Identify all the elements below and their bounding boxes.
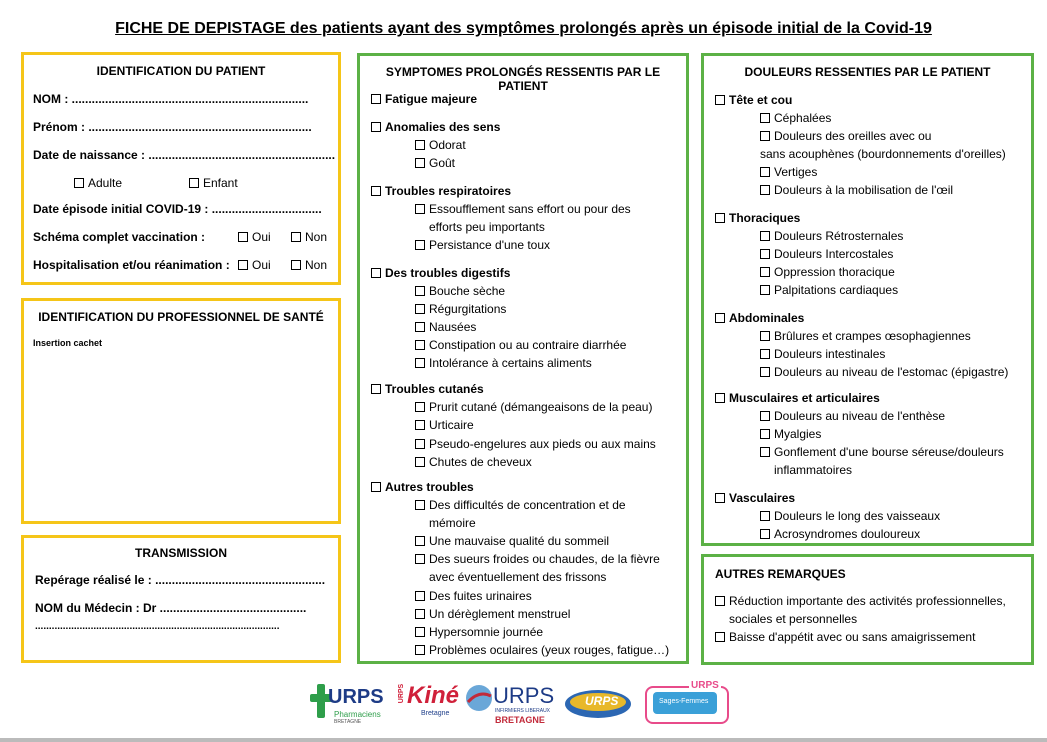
checkbox[interactable] xyxy=(760,349,770,359)
checkbox[interactable] xyxy=(371,186,381,196)
abdominales-item[interactable]: Abdominales xyxy=(715,311,804,325)
checkbox[interactable] xyxy=(715,313,725,323)
checkbox[interactable] xyxy=(415,554,425,564)
checkbox[interactable] xyxy=(715,95,725,105)
digestifs-item[interactable]: Des troubles digestifs xyxy=(371,266,510,280)
bottom-border xyxy=(0,738,1047,742)
checkbox[interactable] xyxy=(760,367,770,377)
checkbox[interactable] xyxy=(715,493,725,503)
logos-bar xyxy=(305,678,735,726)
oeil-item[interactable]: Douleurs à la mobilisation de l'œil xyxy=(760,183,953,197)
reduction-item[interactable]: Réduction importante des activités professionnelles, xyxy=(715,594,1006,608)
hospitalisation-label: Hospitalisation et/ou réanimation : xyxy=(33,258,230,272)
intestinales-item[interactable]: Douleurs intestinales xyxy=(760,347,885,361)
professionnel-box xyxy=(21,298,341,524)
checkbox[interactable] xyxy=(415,609,425,619)
checkbox[interactable] xyxy=(715,632,725,642)
hospitalisation-non-checkbox[interactable] xyxy=(291,260,301,270)
oreilles-item[interactable]: Douleurs des oreilles avec ou xyxy=(760,129,931,143)
urps-pharmaciens-logo: URPS Pharmaciens BRETAGNE xyxy=(310,680,390,724)
vaccination-non-checkbox[interactable] xyxy=(291,232,301,242)
myalgies-item[interactable]: Myalgies xyxy=(760,427,821,441)
checkbox[interactable] xyxy=(415,457,425,467)
checkbox[interactable] xyxy=(415,439,425,449)
urticaire-item[interactable]: Urticaire xyxy=(415,418,474,432)
tete-item[interactable]: Tête et cou xyxy=(715,93,792,107)
checkbox[interactable] xyxy=(371,384,381,394)
essoufflement-item-cont: efforts peu importants xyxy=(429,220,545,234)
respiratoires-item[interactable]: Troubles respiratoires xyxy=(371,184,511,198)
fatigue-item[interactable]: Fatigue majeure xyxy=(371,92,477,106)
checkbox[interactable] xyxy=(415,340,425,350)
prenom-field[interactable]: Prénom : ................................................................... xyxy=(33,120,312,134)
urinaires-item[interactable]: Des fuites urinaires xyxy=(415,589,532,603)
checkbox[interactable] xyxy=(415,645,425,655)
checkbox[interactable] xyxy=(760,429,770,439)
vasculaires-item[interactable]: Vasculaires xyxy=(715,491,795,505)
urps-infirmiers-logo: URPS INFIRMIERS LIBERAUX BRETAGNE xyxy=(465,680,560,726)
checkbox[interactable] xyxy=(415,322,425,332)
intercostales-item[interactable]: Douleurs Intercostales xyxy=(760,247,893,261)
enfant-checkbox[interactable] xyxy=(189,178,199,188)
douleurs-box xyxy=(701,53,1034,546)
urps-sages-femmes-logo: URPS Sages-Femmes xyxy=(645,680,733,724)
gonflement-item-cont: inflammatoires xyxy=(774,463,853,477)
remarques-header: AUTRES REMARQUES xyxy=(715,567,846,581)
musculaires-item[interactable]: Musculaires et articulaires xyxy=(715,391,880,405)
checkbox[interactable] xyxy=(760,231,770,241)
vaisseaux-item[interactable]: Douleurs le long des vaisseaux xyxy=(760,509,940,523)
odorat-item[interactable]: Odorat xyxy=(415,138,466,152)
checkbox[interactable] xyxy=(415,402,425,412)
estomac-item[interactable]: Douleurs au niveau de l'estomac (épigastre) xyxy=(760,365,1008,379)
sommeil-item[interactable]: Une mauvaise qualité du sommeil xyxy=(415,534,609,548)
cutanes-item[interactable]: Troubles cutanés xyxy=(371,382,484,396)
checkbox[interactable] xyxy=(760,529,770,539)
checkbox[interactable] xyxy=(760,331,770,341)
vaccination-label: Schéma complet vaccination : xyxy=(33,230,206,244)
oreilles-item-cont: sans acouphènes (bourdonnements d'oreilles) xyxy=(760,147,1006,161)
urps-orthophonistes-logo: URPS xyxy=(563,682,633,722)
professionnel-header: IDENTIFICATION DU PROFESSIONNEL DE SANTÉ xyxy=(38,310,324,324)
checkbox[interactable] xyxy=(760,185,770,195)
patient-header: IDENTIFICATION DU PATIENT xyxy=(96,64,266,78)
checkbox[interactable] xyxy=(415,286,425,296)
cachet-label: Insertion cachet xyxy=(33,338,103,348)
hospitalisation-oui-checkbox[interactable] xyxy=(238,260,248,270)
checkbox[interactable] xyxy=(371,268,381,278)
appetit-item[interactable]: Baisse d'appétit avec ou sans amaigrissement xyxy=(715,630,975,644)
toux-item[interactable]: Persistance d'une toux xyxy=(415,238,550,252)
hospitalisation-oui[interactable]: Oui xyxy=(238,258,271,272)
checkbox[interactable] xyxy=(760,285,770,295)
checkbox[interactable] xyxy=(760,113,770,123)
checkbox[interactable] xyxy=(760,411,770,421)
checkbox[interactable] xyxy=(760,267,770,277)
concentration-item-cont: mémoire xyxy=(429,516,476,530)
checkbox[interactable] xyxy=(715,596,725,606)
checkbox[interactable] xyxy=(415,420,425,430)
bouche-item[interactable]: Bouche sèche xyxy=(415,284,505,298)
sueurs-item[interactable]: Des sueurs froides ou chaudes, de la fièvre xyxy=(415,552,660,566)
vaccination-oui-checkbox[interactable] xyxy=(238,232,248,242)
vaccination-non[interactable]: Non xyxy=(291,230,327,244)
regurgitations-item[interactable]: Régurgitations xyxy=(415,302,506,316)
checkbox[interactable] xyxy=(415,158,425,168)
enfant-option[interactable]: Enfant xyxy=(189,176,238,190)
vaccination-oui[interactable]: Oui xyxy=(238,230,271,244)
retrosternales-item[interactable]: Douleurs Rétrosternales xyxy=(760,229,903,243)
gonflement-item[interactable]: Gonflement d'une bourse séreuse/douleurs xyxy=(760,445,1004,459)
extra-field[interactable]: ........................................................................................ xyxy=(35,621,280,632)
sueurs-item-cont: avec éventuellement des frissons xyxy=(429,570,607,584)
checkbox[interactable] xyxy=(715,393,725,403)
menstruel-item[interactable]: Un dérèglement menstruel xyxy=(415,607,570,621)
douleurs-header: DOULEURS RESSENTIES PAR LE PATIENT xyxy=(744,65,991,79)
constipation-item[interactable]: Constipation ou au contraire diarrhée xyxy=(415,338,626,352)
medecin-field[interactable]: NOM du Médecin : Dr ............................................ xyxy=(35,601,307,615)
checkbox[interactable] xyxy=(415,140,425,150)
patient-box xyxy=(21,52,341,285)
checkbox[interactable] xyxy=(760,167,770,177)
autres-item[interactable]: Autres troubles xyxy=(371,480,474,494)
checkbox[interactable] xyxy=(371,94,381,104)
transmission-box xyxy=(21,535,341,663)
checkbox[interactable] xyxy=(371,122,381,132)
checkbox[interactable] xyxy=(415,304,425,314)
essoufflement-item[interactable]: Essoufflement sans effort ou pour des xyxy=(415,202,631,216)
reduction-item-cont: sociales et personnelles xyxy=(729,612,858,626)
checkbox[interactable] xyxy=(415,627,425,637)
sens-item[interactable]: Anomalies des sens xyxy=(371,120,500,134)
transmission-header: TRANSMISSION xyxy=(134,546,227,560)
vertiges-item[interactable]: Vertiges xyxy=(760,165,817,179)
nom-field[interactable]: NOM : ....................................................................... xyxy=(33,92,309,106)
urps-kine-logo: URPS Kiné Bretagne xyxy=(398,682,460,717)
checkbox[interactable] xyxy=(371,482,381,492)
hypersomnie-item[interactable]: Hypersomnie journée xyxy=(415,625,543,639)
checkbox[interactable] xyxy=(415,204,425,214)
concentration-item[interactable]: Des difficultés de concentration et de xyxy=(415,498,626,512)
globe-icon xyxy=(465,684,493,712)
palpitations-item[interactable]: Palpitations cardiaques xyxy=(760,283,898,297)
prurit-item[interactable]: Prurit cutané (démangeaisons de la peau) xyxy=(415,400,652,414)
brulures-item[interactable]: Brûlures et crampes œsophagiennes xyxy=(760,329,971,343)
thoraciques-item[interactable]: Thoraciques xyxy=(715,211,800,225)
checkbox[interactable] xyxy=(415,591,425,601)
page-title: FICHE DE DEPISTAGE des patients ayant des symptômes prolongés après un épisode initial de la Covid-19 xyxy=(115,20,932,37)
remarques-box xyxy=(701,554,1034,665)
gout-item[interactable]: Goût xyxy=(415,156,455,170)
symptomes-box xyxy=(357,53,689,664)
engelures-item[interactable]: Pseudo-engelures aux pieds ou aux mains xyxy=(415,437,656,451)
episode-field[interactable]: Date épisode initial COVID-19 : ................................. xyxy=(33,202,322,216)
checkbox[interactable] xyxy=(415,240,425,250)
checkbox[interactable] xyxy=(760,249,770,259)
checkbox[interactable] xyxy=(415,536,425,546)
enthese-item[interactable]: Douleurs au niveau de l'enthèse xyxy=(760,409,945,423)
cephalees-item[interactable]: Céphalées xyxy=(760,111,831,125)
checkbox[interactable] xyxy=(760,447,770,457)
symptomes-header: SYMPTOMES PROLONGÉS RESSENTIS PAR LE PATIENT xyxy=(385,65,661,93)
hospitalisation-non[interactable]: Non xyxy=(291,258,327,272)
adulte-checkbox[interactable] xyxy=(74,178,84,188)
intolerance-item[interactable]: Intolérance à certains aliments xyxy=(415,356,592,370)
cheveux-item[interactable]: Chutes de cheveux xyxy=(415,455,532,469)
checkbox[interactable] xyxy=(415,500,425,510)
checkbox[interactable] xyxy=(760,511,770,521)
naissance-field[interactable]: Date de naissance : ........................................................ xyxy=(33,148,336,162)
nausees-item[interactable]: Nausées xyxy=(415,320,476,334)
reperage-field[interactable]: Repérage réalisé le : ................................................... xyxy=(35,573,326,587)
adulte-option[interactable]: Adulte xyxy=(74,176,122,190)
oppression-item[interactable]: Oppression thoracique xyxy=(760,265,895,279)
checkbox[interactable] xyxy=(715,213,725,223)
acrosyndromes-item[interactable]: Acrosyndromes douloureux xyxy=(760,527,920,541)
oculaires-item[interactable]: Problèmes oculaires (yeux rouges, fatigue…) xyxy=(415,643,669,657)
checkbox[interactable] xyxy=(415,358,425,368)
checkbox[interactable] xyxy=(760,131,770,141)
